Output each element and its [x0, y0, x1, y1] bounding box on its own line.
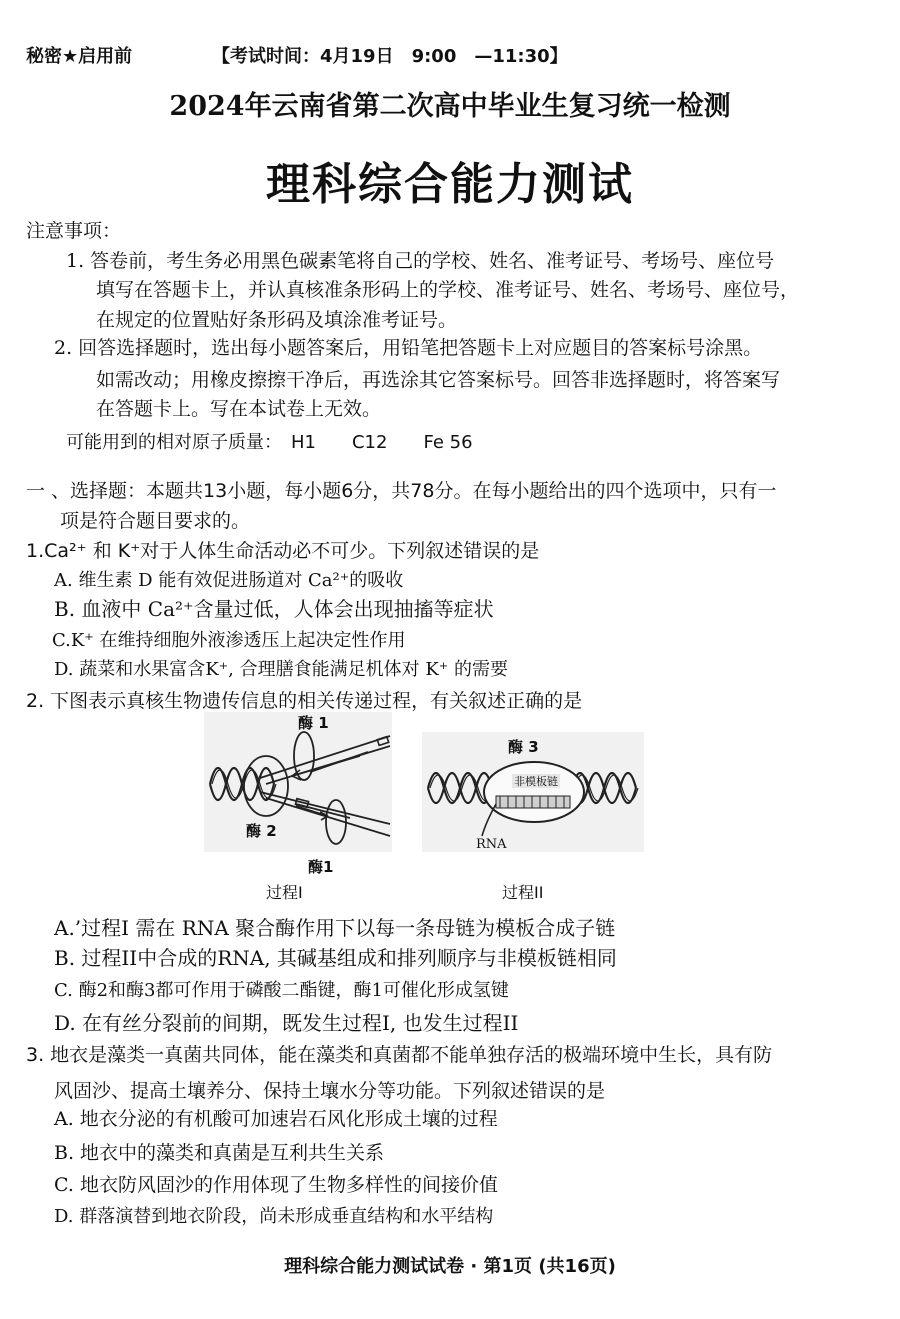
section-heading-line-1: 一 、选择题：本题共13小题，每小题6分，共78分。在每小题给出的四个选项中，只有一: [26, 480, 777, 502]
figure-svg: [200, 712, 650, 912]
question-3-stem-line-2: 风固沙、提高土壤养分、保持土壤水分等功能。下列叙述错误的是: [54, 1080, 606, 1102]
exam-time: 【考试时间：4月19日 9:00 —11:30】: [212, 46, 568, 67]
note-1-line-1: 1. 答卷前，考生务必用黑色碳素笔将自己的学校、姓名、准考证号、考场号、座位号: [66, 250, 775, 272]
question-3-option-b: B. 地衣中的藻类和真菌是互利共生关系: [54, 1142, 385, 1164]
rna-label: RNA: [476, 837, 507, 852]
question-1-option-b: B. 血液中 Ca²⁺含量过低，人体会出现抽搐等症状: [54, 597, 494, 621]
page-footer: 理科综合能力测试试卷 · 第1页 (共16页): [284, 1256, 616, 1277]
note-1-line-2: 填写在答题卡上，并认真核准条形码上的学校、准考证号、姓名、考场号、座位号，: [96, 279, 800, 301]
question-2-option-c: C. 酶2和酶3都可作用于磷酸二酯键，酶1可催化形成氢键: [54, 980, 509, 1001]
enzyme-1-bottom-label: 酶1: [308, 858, 334, 876]
process-1-caption: 过程I: [266, 883, 303, 902]
nontemplate-strand-label: 非模板链: [514, 775, 558, 788]
question-3-option-c: C. 地衣防风固沙的作用体现了生物多样性的间接价值: [54, 1174, 498, 1196]
enzyme-3-ellipse: [484, 762, 584, 822]
panel-1-background: [204, 712, 392, 852]
note-2-line-1: 2. 回答选择题时，选出每小题答案后，用铅笔把答题卡上对应题目的答案标号涂黑。: [54, 337, 763, 359]
question-2-option-a: A.’过程I 需在 RNA 聚合酶作用下以每一条母链为模板合成子链: [54, 916, 616, 940]
notes-heading: 注意事项：: [26, 220, 122, 242]
question-1-option-a: A. 维生素 D 能有效促进肠道对 Ca²⁺的吸收: [54, 570, 404, 591]
exam-title: 2024年云南省第二次高中毕业生复习统一检测: [169, 91, 731, 122]
note-2-line-3: 在答题卡上。写在本试卷上无效。: [96, 398, 382, 420]
question-3-option-d: D. 群落演替到地衣阶段，尚未形成垂直结构和水平结构: [54, 1206, 494, 1227]
section-heading-line-2: 项是符合题目要求的。: [60, 510, 251, 532]
enzyme-2-label: 酶 2: [246, 822, 277, 840]
enzyme-3-label: 酶 3: [508, 738, 539, 756]
question-3-option-a: A. 地衣分泌的有机酸可加速岩石风化形成土壤的过程: [54, 1108, 498, 1130]
rna-template-region: [496, 796, 570, 808]
question-3-stem-line-1: 3. 地衣是藻类一真菌共同体，能在藻类和真菌都不能单独存活的极端环境中生长，具有防: [26, 1044, 773, 1066]
note-1-line-3: 在规定的位置贴好条形码及填涂准考证号。: [96, 309, 458, 331]
enzyme-1-top-label: 酶 1: [298, 714, 329, 732]
confidential-label: 秘密★启用前: [26, 46, 133, 67]
question-2-option-d: D. 在有丝分裂前的间期，既发生过程I, 也发生过程II: [54, 1011, 519, 1035]
subject-title: 理科综合能力测试: [266, 159, 634, 210]
question-1-option-d: D. 蔬菜和水果富含K⁺, 合理膳食能满足机体对 K⁺ 的需要: [54, 659, 509, 680]
question-1-stem: 1.Ca²⁺ 和 K⁺对于人体生命活动必不可少。下列叙述错误的是: [26, 540, 540, 562]
process-2-caption: 过程II: [502, 883, 544, 902]
question-2-stem: 2. 下图表示真核生物遗传信息的相关传递过程，有关叙述正确的是: [26, 690, 583, 712]
note-2-line-2: 如需改动；用橡皮擦擦干净后，再选涂其它答案标号。回答非选择题时，将答案写: [96, 369, 781, 391]
question-1-option-c: C.K⁺ 在维持细胞外液渗透压上起决定性作用: [52, 630, 406, 651]
question-2-option-b: B. 过程II中合成的RNA, 其碱基组成和排列顺序与非模板链相同: [54, 946, 617, 970]
transcription-replication-figure: [200, 712, 650, 912]
atomic-masses: 可能用到的相对原子质量： H1 C12 Fe 56: [66, 432, 473, 453]
